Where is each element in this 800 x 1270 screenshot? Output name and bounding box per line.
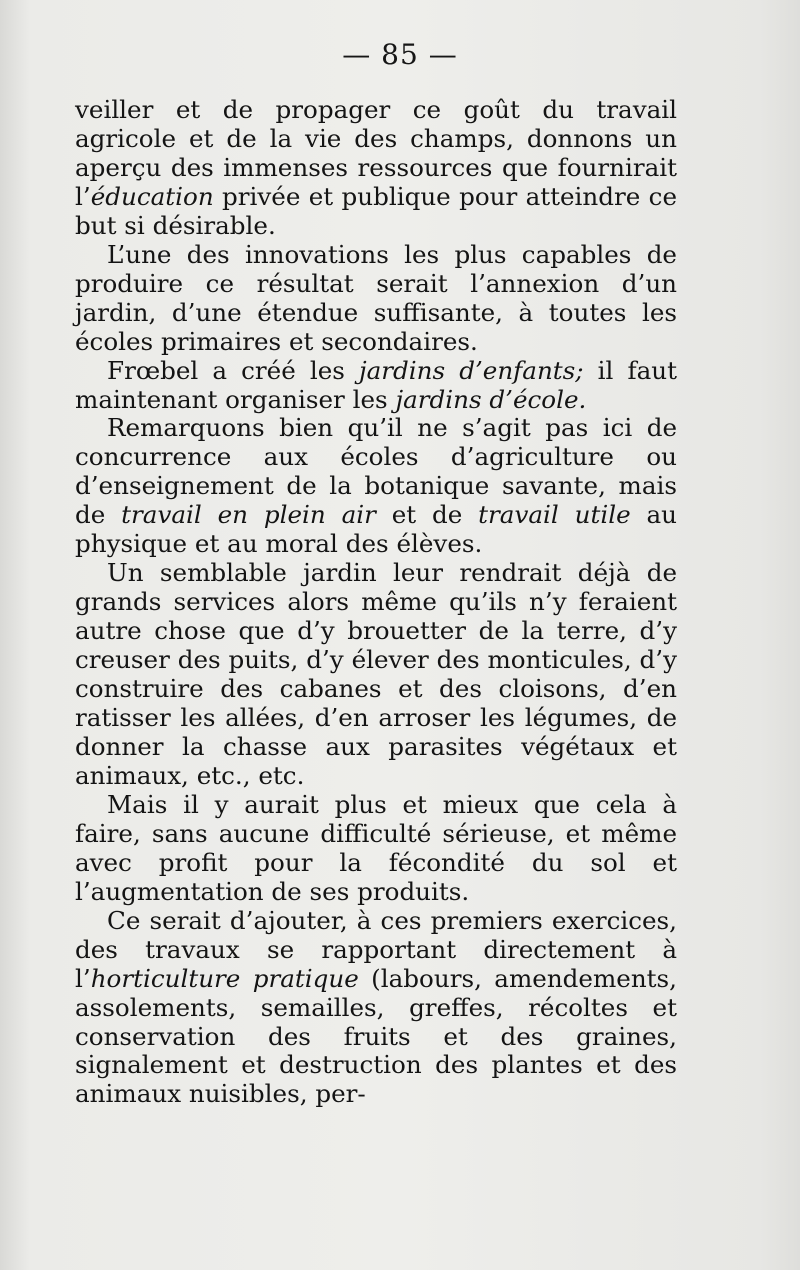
italic-text-segment: jardins d’enfants;: [359, 355, 584, 385]
paragraph: [75, 559, 677, 791]
text-segment: au physique et au moral des élèves.: [75, 500, 677, 559]
paragraph: [75, 357, 677, 415]
text-segment: Remarquons bien qu’il ne s’agit pas ici de concurrence aux écoles d’agriculture ou d’enseignement de la botanique savante, mais de: [75, 413, 677, 530]
text-segment: Mais il y aurait plus et mieux que cela à faire, sans aucune difficulté sérieuse, et même avec profit pour la fécondité du sol et l’augmentation de ses produits.: [75, 789, 677, 906]
body-text: [75, 96, 677, 1109]
text-segment: il faut maintenant organiser les: [75, 355, 677, 414]
page-number: — 85 —: [342, 38, 458, 71]
italic-text-segment: jardins d’école.: [395, 384, 587, 414]
text-segment: (labours, amendements, assolements, semailles, greffes, récoltes et conservation des fruits et des graines, signalement et destruction des plantes et des animaux nuisibles, per-: [75, 963, 677, 1109]
text-segment: veiller et de propager ce goût du travail agricole et de la vie des champs, donnons un aperçu des immenses ressources que fournirait l’: [75, 95, 677, 211]
paragraph: [75, 96, 677, 241]
text-segment: L’une des innovations les plus capables de produire ce résultat serait l’annexion d’un jardin, d’une étendue suffisante, à toutes les écoles primaires et secondaires.: [75, 239, 677, 356]
text-segment: privée et publique pour atteindre ce but si désirable.: [75, 181, 677, 240]
paragraph: [75, 907, 677, 1110]
italic-text-segment: horticulture pratique: [90, 963, 359, 993]
italic-text-segment: travail utile: [478, 500, 631, 530]
text-segment: Frœbel a créé les: [107, 355, 360, 385]
text-segment: Ce serait d’ajouter, à ces premiers exercices, des travaux se rapportant directement à l’: [75, 905, 677, 993]
paragraph: [75, 791, 677, 907]
paragraph: [75, 241, 677, 357]
italic-text-segment: travail en plein air: [121, 500, 376, 530]
paragraph: [75, 414, 677, 559]
text-segment: Un semblable jardin leur rendrait déjà de grands services alors même qu’ils n’y feraient autre chose que d’y brouetter de la terre, d’y creuser des puits, d’y élever des monticules, d’y construire des cabanes et des cloisons, d’en ratisser les allées, d’en arroser les légumes, de donner la chasse aux parasites végétaux et animaux, etc., etc.: [75, 558, 677, 790]
text-segment: et de: [375, 500, 479, 530]
italic-text-segment: éducation: [90, 181, 214, 211]
